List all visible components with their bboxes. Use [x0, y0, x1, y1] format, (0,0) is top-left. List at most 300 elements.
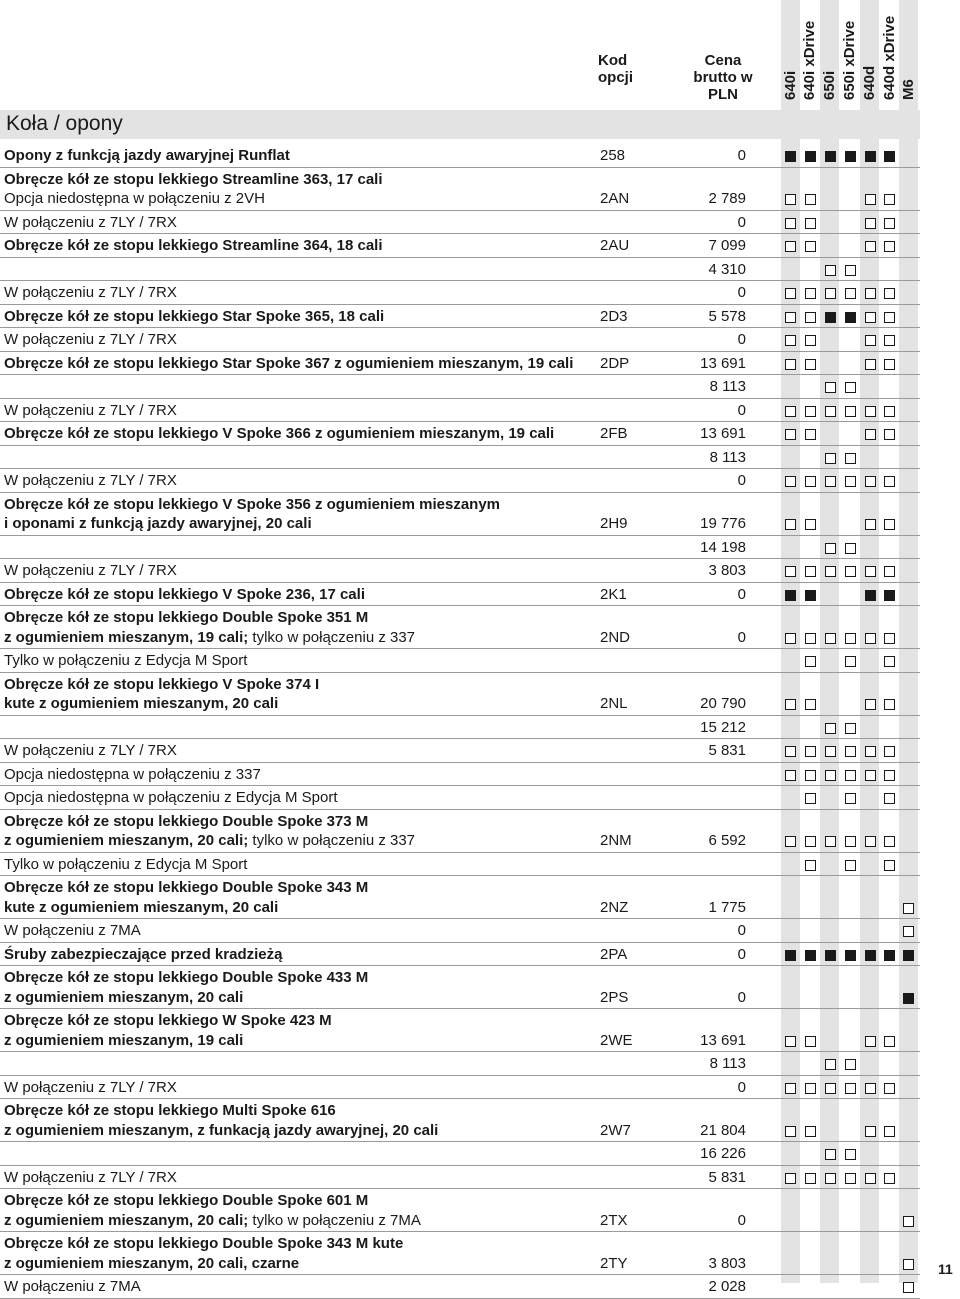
empty-square-icon [884, 656, 895, 667]
table-row [0, 469, 920, 493]
option-label [4, 189, 265, 208]
option-label [4, 495, 500, 514]
option-label [4, 855, 247, 874]
option-label-note: W połączeniu z 7LY / 7RX [4, 331, 177, 348]
empty-square-icon [865, 633, 876, 644]
option-label-bold: Obręcze kół ze stopu lekkiego V Spoke 366 z ogumieniem mieszanym, 19 cali [4, 425, 555, 442]
filled-square-icon [865, 950, 876, 961]
empty-square-icon [865, 335, 876, 346]
option-label [4, 812, 368, 831]
option-label-note: Opcja niedostępna w połączeniu z 2VH [4, 190, 265, 207]
filled-square-icon [825, 312, 836, 323]
option-label [4, 307, 384, 326]
empty-square-icon [785, 312, 796, 323]
table-row [0, 786, 920, 810]
empty-square-icon [845, 656, 856, 667]
option-label [4, 788, 338, 807]
empty-square-icon [825, 1083, 836, 1094]
empty-square-icon [884, 566, 895, 577]
option-label [4, 561, 177, 580]
empty-square-icon [805, 746, 816, 757]
table-row [0, 716, 920, 740]
option-label-bold: Obręcze kół ze stopu lekkiego Star Spoke 367 z ogumieniem mieszanym, 19 cali [4, 354, 574, 372]
empty-square-icon [865, 836, 876, 847]
table-row [0, 168, 920, 211]
option-label [4, 1078, 177, 1097]
option-label-bold: Obręcze kół ze stopu lekkiego Double Spoke 351 M [4, 609, 369, 626]
option-code: 2TX [600, 1211, 628, 1229]
empty-square-icon [903, 903, 914, 914]
empty-square-icon [884, 770, 895, 781]
option-price: 0 [737, 284, 746, 301]
empty-square-icon [884, 793, 895, 804]
table-row [0, 853, 920, 877]
option-code: 2NL [600, 695, 628, 712]
option-label-note: W połączeniu z 7LY / 7RX [4, 562, 177, 579]
option-label [4, 898, 278, 917]
empty-square-icon [845, 723, 856, 734]
empty-square-icon [884, 406, 895, 417]
option-code: 2DP [600, 354, 630, 372]
filled-square-icon [845, 950, 856, 961]
option-price: 6 592 [708, 832, 746, 849]
option-label-bold: z ogumieniem mieszanym, z funkacją jazdy awaryjnej, 20 cali [4, 1121, 439, 1139]
empty-square-icon [865, 218, 876, 229]
option-label-bold: z ogumieniem mieszanym, 20 cali [4, 988, 244, 1006]
empty-square-icon [805, 633, 816, 644]
table-row [0, 943, 920, 967]
empty-square-icon [785, 836, 796, 847]
option-code: 2AN [600, 190, 630, 207]
empty-square-icon [865, 746, 876, 757]
empty-square-icon [785, 429, 796, 440]
option-price: 0 [737, 147, 746, 164]
empty-square-icon [845, 566, 856, 577]
empty-square-icon [884, 746, 895, 757]
table-row [0, 1009, 920, 1052]
empty-square-icon [805, 476, 816, 487]
empty-square-icon [884, 359, 895, 370]
table-row [0, 1099, 920, 1142]
empty-square-icon [845, 860, 856, 871]
option-price: 14 198 [700, 538, 746, 556]
option-label-bold: Obręcze kół ze stopu lekkiego Streamline 363, 17 cali [4, 170, 383, 188]
option-label [4, 585, 365, 604]
option-label-bold: Obręcze kół ze stopu lekkiego V Spoke 374 I [4, 675, 320, 693]
empty-square-icon [865, 770, 876, 781]
option-label-bold: z ogumieniem mieszanym, 19 cali [4, 1031, 244, 1049]
empty-square-icon [805, 406, 816, 417]
model-header-label: 640i xDrive [801, 20, 818, 100]
option-price: 0 [737, 922, 746, 939]
option-label [4, 968, 368, 987]
option-price: 2 789 [708, 190, 746, 207]
empty-square-icon [825, 836, 836, 847]
table-row [0, 739, 920, 763]
table-row [0, 446, 920, 470]
empty-square-icon [884, 288, 895, 299]
option-price: 13 691 [700, 1031, 746, 1049]
filled-square-icon [884, 590, 895, 601]
empty-square-icon [865, 429, 876, 440]
option-label [4, 1277, 141, 1296]
empty-square-icon [805, 288, 816, 299]
empty-square-icon [884, 1083, 895, 1094]
empty-square-icon [884, 194, 895, 205]
option-price: 2 028 [708, 1278, 746, 1295]
empty-square-icon [825, 382, 836, 393]
empty-square-icon [865, 519, 876, 530]
empty-square-icon [785, 288, 796, 299]
empty-square-icon [845, 1173, 856, 1184]
option-code: 2H9 [600, 515, 628, 532]
empty-square-icon [865, 1036, 876, 1047]
option-label [4, 694, 278, 713]
row-divider [0, 1298, 920, 1299]
model-header-label: 650i xDrive [841, 20, 858, 100]
table-row [0, 493, 920, 536]
option-label-bold: i oponami z funkcją jazdy awaryjnej, 20 cali [4, 515, 312, 532]
empty-square-icon [903, 1259, 914, 1270]
option-price: 0 [737, 401, 746, 419]
option-label [4, 514, 312, 533]
option-label [4, 1211, 421, 1230]
model-header-label: 650i [821, 70, 838, 100]
empty-square-icon [865, 194, 876, 205]
table-row [0, 966, 920, 1009]
option-label-note: Opcja niedostępna w połączeniu z Edycja M Sport [4, 789, 338, 806]
table-row [0, 649, 920, 673]
header-option-code: Kod opcji [598, 52, 634, 86]
empty-square-icon [845, 288, 856, 299]
option-code: 2AU [600, 237, 630, 254]
empty-square-icon [785, 1126, 796, 1137]
empty-square-icon [785, 1083, 796, 1094]
header-price: Cena brutto w PLN [693, 52, 753, 103]
empty-square-icon [884, 633, 895, 644]
empty-square-icon [785, 406, 796, 417]
filled-square-icon [865, 151, 876, 162]
empty-square-icon [884, 1036, 895, 1047]
empty-square-icon [845, 746, 856, 757]
option-label-bold: Obręcze kół ze stopu lekkiego Multi Spoke 616 [4, 1102, 336, 1119]
option-label [4, 330, 177, 349]
empty-square-icon [805, 793, 816, 804]
empty-square-icon [785, 359, 796, 370]
option-label [4, 424, 554, 443]
page-number: 11 [938, 1261, 953, 1277]
option-price: 0 [737, 945, 746, 963]
empty-square-icon [825, 265, 836, 276]
option-label [4, 628, 415, 647]
option-label-bold: Obręcze kół ze stopu lekkiego Double Spoke 433 M [4, 969, 369, 986]
empty-square-icon [785, 476, 796, 487]
section-title: Koła / opony [6, 112, 123, 135]
empty-square-icon [845, 836, 856, 847]
empty-square-icon [805, 429, 816, 440]
option-price: 15 212 [700, 718, 746, 736]
option-code: 2PS [600, 988, 629, 1006]
table-row [0, 919, 920, 943]
option-code: 2TY [600, 1254, 628, 1272]
option-label [4, 1101, 336, 1120]
empty-square-icon [884, 836, 895, 847]
empty-square-icon [845, 453, 856, 464]
option-label-note: W połączeniu z 7LY / 7RX [4, 1078, 177, 1096]
empty-square-icon [865, 1083, 876, 1094]
empty-square-icon [785, 699, 796, 710]
empty-square-icon [825, 453, 836, 464]
empty-square-icon [825, 746, 836, 757]
empty-square-icon [785, 218, 796, 229]
table-row [0, 305, 920, 329]
empty-square-icon [805, 312, 816, 323]
empty-square-icon [845, 476, 856, 487]
option-label [4, 146, 290, 165]
empty-square-icon [845, 265, 856, 276]
option-label [4, 878, 368, 897]
option-label-bold: Obręcze kół ze stopu lekkiego Double Spoke 601 M [4, 1192, 369, 1209]
table-row [0, 1166, 920, 1190]
option-label [4, 831, 415, 850]
filled-square-icon [805, 950, 816, 961]
empty-square-icon [805, 1173, 816, 1184]
model-header-label: 640i [782, 70, 799, 100]
option-price: 3 803 [708, 562, 746, 579]
option-label-note: tylko w połączeniu z 337 [248, 832, 416, 849]
option-label [4, 236, 383, 255]
empty-square-icon [805, 194, 816, 205]
empty-square-icon [865, 288, 876, 299]
empty-square-icon [805, 1083, 816, 1094]
option-label-note: W połączeniu z 7MA [4, 1278, 141, 1295]
option-label-bold: Obręcze kół ze stopu lekkiego Double Spoke 343 M kute [4, 1235, 404, 1252]
option-label-note: Tylko w połączeniu z Edycja M Sport [4, 855, 248, 873]
option-price: 21 804 [700, 1121, 746, 1139]
empty-square-icon [884, 241, 895, 252]
option-price: 5 831 [708, 1168, 746, 1186]
empty-square-icon [865, 476, 876, 487]
table-row [0, 211, 920, 235]
table-row [0, 258, 920, 282]
empty-square-icon [845, 382, 856, 393]
table-row [0, 1275, 920, 1299]
option-label-note: tylko w połączeniu z 7MA [248, 1211, 421, 1229]
empty-square-icon [903, 1216, 914, 1227]
option-label-bold: z ogumieniem mieszanym, 19 cali; [4, 628, 249, 646]
empty-square-icon [845, 793, 856, 804]
empty-square-icon [805, 519, 816, 530]
empty-square-icon [884, 860, 895, 871]
option-label-bold: Śruby zabezpieczające przed kradzieżą [4, 945, 283, 963]
table-row [0, 1232, 920, 1275]
empty-square-icon [785, 566, 796, 577]
empty-square-icon [884, 519, 895, 530]
empty-square-icon [805, 836, 816, 847]
option-label [4, 1234, 403, 1253]
empty-square-icon [785, 746, 796, 757]
option-code: 2ND [600, 628, 631, 646]
empty-square-icon [785, 519, 796, 530]
model-header-label: M6 [900, 79, 917, 100]
option-label-note: Opcja niedostępna w połączeniu z 337 [4, 765, 261, 783]
option-price: 8 113 [709, 1055, 746, 1072]
option-label-bold: kute z ogumieniem mieszanym, 20 cali [4, 898, 279, 916]
option-price: 3 803 [708, 1254, 746, 1272]
empty-square-icon [884, 1173, 895, 1184]
filled-square-icon [805, 151, 816, 162]
filled-square-icon [825, 950, 836, 961]
filled-square-icon [884, 151, 895, 162]
option-label-note: tylko w połączeniu z 337 [248, 628, 416, 646]
empty-square-icon [845, 1149, 856, 1160]
option-price: 7 099 [708, 237, 746, 254]
filled-square-icon [785, 590, 796, 601]
empty-square-icon [805, 656, 816, 667]
table-row [0, 1142, 920, 1166]
option-label-note: W połączeniu z 7LY / 7RX [4, 401, 177, 419]
option-price: 13 691 [700, 425, 746, 442]
option-label [4, 283, 177, 302]
option-label-bold: kute z ogumieniem mieszanym, 20 cali [4, 695, 279, 712]
option-label [4, 765, 261, 784]
empty-square-icon [825, 406, 836, 417]
option-label-note: W połączeniu z 7LY / 7RX [4, 742, 177, 759]
filled-square-icon [785, 151, 796, 162]
empty-square-icon [805, 699, 816, 710]
empty-square-icon [845, 543, 856, 554]
option-price: 19 776 [700, 515, 746, 532]
filled-square-icon [805, 590, 816, 601]
empty-square-icon [825, 770, 836, 781]
option-label-note: Tylko w połączeniu z Edycja M Sport [4, 652, 248, 669]
option-code: 2WE [600, 1031, 633, 1049]
option-label [4, 1168, 177, 1187]
table-row [0, 375, 920, 399]
empty-square-icon [865, 566, 876, 577]
option-label [4, 608, 368, 627]
table-row [0, 583, 920, 607]
empty-square-icon [845, 406, 856, 417]
empty-square-icon [884, 335, 895, 346]
table-row [0, 1189, 920, 1232]
empty-square-icon [845, 633, 856, 644]
table-row [0, 606, 920, 649]
option-label-bold: Obręcze kół ze stopu lekkiego Double Spoke 373 M [4, 812, 369, 830]
table-row [0, 1052, 920, 1076]
option-code: 2PA [600, 945, 628, 963]
option-price: 0 [737, 988, 746, 1006]
empty-square-icon [805, 1036, 816, 1047]
option-code: 2NM [600, 832, 632, 849]
empty-square-icon [805, 770, 816, 781]
option-price: 0 [737, 213, 746, 231]
option-label-note: W połączeniu z 7LY / 7RX [4, 1168, 177, 1186]
option-label [4, 1011, 332, 1030]
empty-square-icon [903, 926, 914, 937]
option-label [4, 675, 319, 694]
filled-square-icon [903, 993, 914, 1004]
filled-square-icon [845, 312, 856, 323]
option-label-bold: Obręcze kół ze stopu lekkiego V Spoke 236, 17 cali [4, 585, 365, 603]
option-code: 2D3 [600, 307, 628, 325]
table-row [0, 1076, 920, 1100]
filled-square-icon [884, 950, 895, 961]
table-row [0, 352, 920, 376]
table-row [0, 422, 920, 446]
option-price: 0 [737, 628, 746, 646]
option-price: 0 [737, 585, 746, 603]
empty-square-icon [785, 335, 796, 346]
option-label-bold: Obręcze kół ze stopu lekkiego Star Spoke 365, 18 cali [4, 307, 385, 325]
empty-square-icon [884, 699, 895, 710]
option-label [4, 1254, 299, 1273]
option-price: 5 578 [708, 307, 746, 325]
empty-square-icon [805, 241, 816, 252]
option-label [4, 988, 243, 1007]
model-header-label: 640d xDrive [881, 15, 898, 100]
option-label-note: W połączeniu z 7LY / 7RX [4, 284, 177, 301]
option-code: 2K1 [600, 585, 627, 603]
option-label [4, 1031, 243, 1050]
option-label [4, 471, 177, 490]
option-label [4, 741, 177, 760]
empty-square-icon [825, 723, 836, 734]
table-row [0, 536, 920, 560]
option-label [4, 170, 383, 189]
filled-square-icon [865, 590, 876, 601]
empty-square-icon [805, 860, 816, 871]
empty-square-icon [805, 218, 816, 229]
empty-square-icon [825, 543, 836, 554]
table-row [0, 559, 920, 583]
option-price: 5 831 [708, 742, 746, 759]
empty-square-icon [785, 194, 796, 205]
empty-square-icon [884, 429, 895, 440]
empty-square-icon [805, 359, 816, 370]
empty-square-icon [825, 1149, 836, 1160]
option-label-bold: Obręcze kół ze stopu lekkiego W Spoke 423 M [4, 1012, 332, 1029]
empty-square-icon [825, 1173, 836, 1184]
empty-square-icon [825, 633, 836, 644]
option-code: 2FB [600, 425, 628, 442]
empty-square-icon [865, 406, 876, 417]
empty-square-icon [805, 335, 816, 346]
option-price: 20 790 [700, 695, 746, 712]
option-price: 4 310 [708, 260, 746, 278]
empty-square-icon [865, 1126, 876, 1137]
empty-square-icon [865, 1173, 876, 1184]
empty-square-icon [785, 241, 796, 252]
empty-square-icon [825, 1059, 836, 1070]
option-price: 16 226 [700, 1145, 746, 1162]
empty-square-icon [845, 1083, 856, 1094]
option-label [4, 1191, 368, 1210]
table-row [0, 876, 920, 919]
option-price: 0 [737, 1211, 746, 1229]
empty-square-icon [825, 476, 836, 487]
empty-square-icon [805, 1126, 816, 1137]
empty-square-icon [825, 288, 836, 299]
section-title-bar [0, 110, 920, 139]
option-label-bold: z ogumieniem mieszanym, 20 cali; [4, 832, 249, 849]
empty-square-icon [884, 476, 895, 487]
empty-square-icon [865, 699, 876, 710]
model-header-label: 640d [861, 65, 878, 100]
option-price: 0 [737, 1078, 746, 1096]
table-row [0, 810, 920, 853]
empty-square-icon [825, 566, 836, 577]
